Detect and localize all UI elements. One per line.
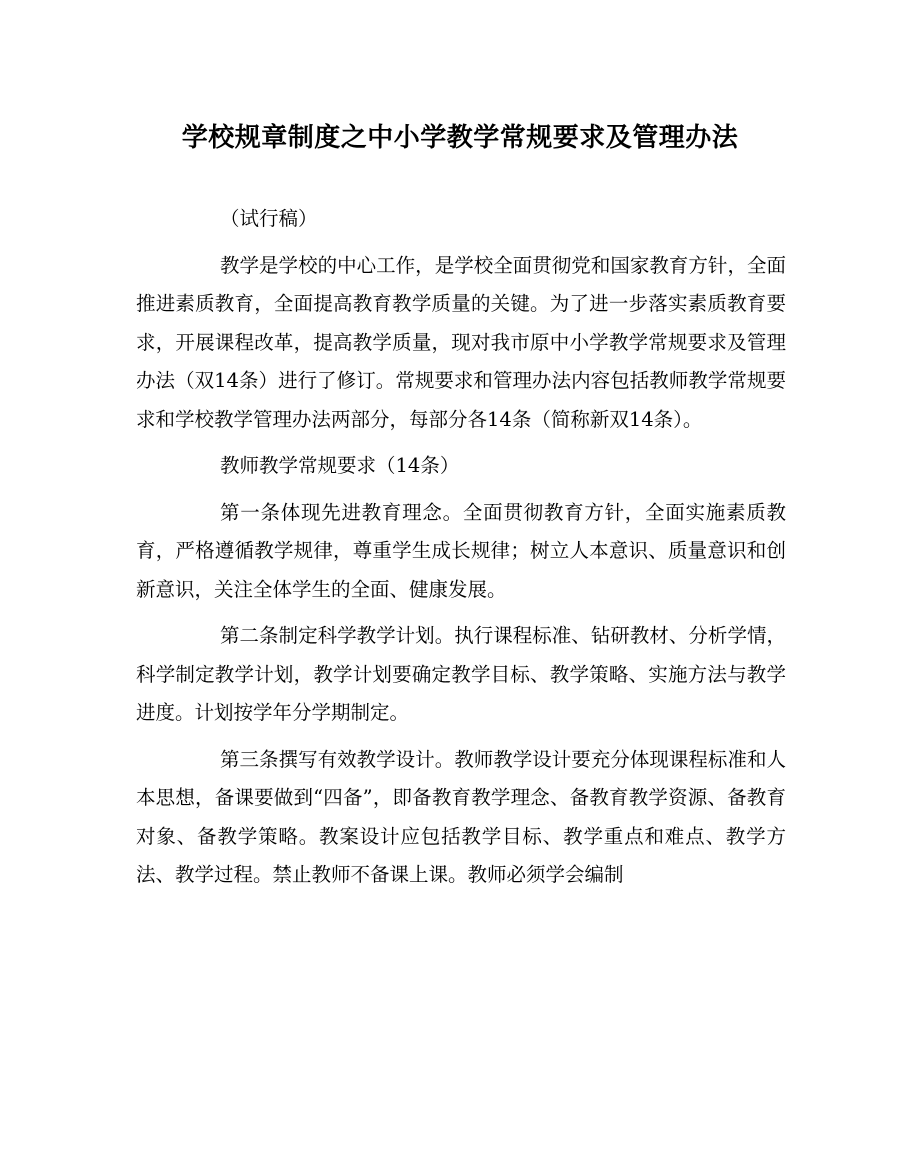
intro-paragraph: 教学是学校的中心工作，是学校全面贯彻党和国家教育方针，全面推进素质教育，全面提高教育教学质量的关键。为了进一步落实素质教育要求，开展课程改革，提高教学质量，现对我市原中小学教学常规要求及管理办法（双14条）进行了修订。常规要求和管理办法内容包括教师教学常规要求和学校教学管理办法两部分，每部分各14条（简称新双14条）。 <box>136 253 786 431</box>
article-2-paragraph: 第二条制定科学教学计划。执行课程标准、钻研教材、分析学情，科学制定教学计划，教学计划要确定教学目标、教学策略、实施方法与教学进度。计划按学年分学期制定。 <box>136 624 786 724</box>
section-heading: 教师教学常规要求（14条） <box>220 454 460 477</box>
draft-note: （试行稿） <box>220 207 318 230</box>
document-body <box>136 200 786 903</box>
article-3-paragraph: 第三条撰写有效教学设计。教师教学设计要充分体现课程标准和人本思想，备课要做到“四备”，即备教育教学理念、备教育教学资源、备教育对象、备教学策略。教案设计应包括教学目标、教学重点和难点、教学方法、教学过程。禁止教师不备课上课。教师必须学会编制 <box>136 747 786 886</box>
document-title: 学校规章制度之中小学教学常规要求及管理办法 <box>181 123 739 153</box>
article-1-paragraph: 第一条体现先进教育理念。全面贯彻教育方针，全面实施素质教育，严格遵循教学规律，尊重学生成长规律；树立人本意识、质量意识和创新意识，关注全体学生的全面、健康发展。 <box>136 500 786 601</box>
